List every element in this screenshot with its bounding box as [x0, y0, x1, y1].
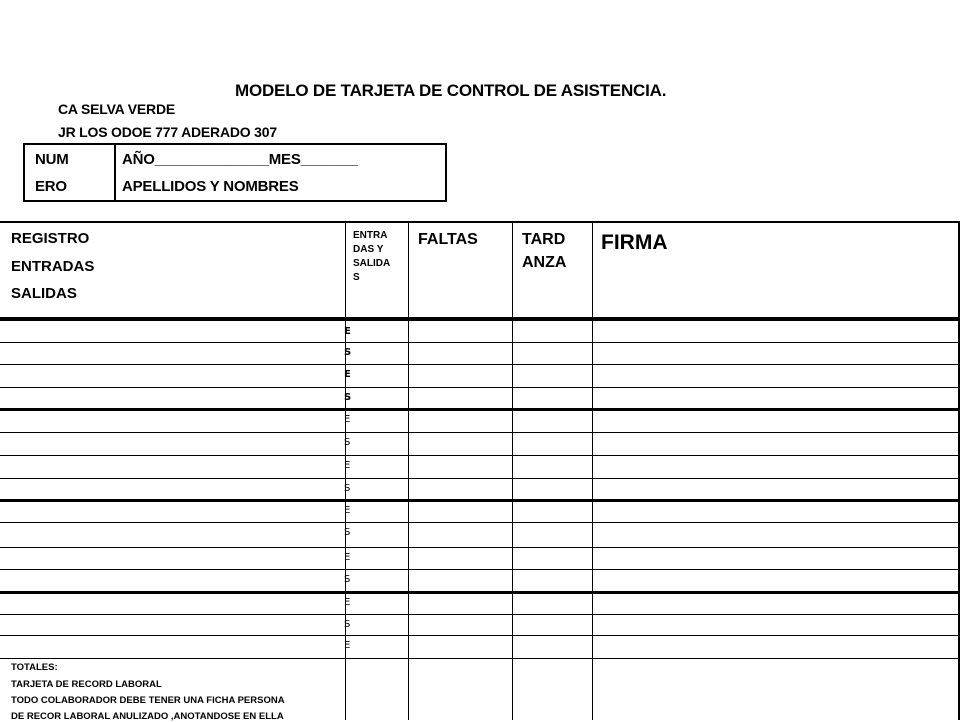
header-bottom-border [0, 317, 960, 321]
number-label-line1: NUM [35, 151, 69, 168]
table-row-es-marker: E [344, 414, 351, 425]
table-row-es-marker: S [344, 619, 351, 630]
row-separator [0, 342, 960, 343]
table-row-es-marker: E [344, 505, 351, 516]
table-row-es-marker: E [344, 597, 351, 608]
row-separator [0, 478, 960, 479]
row-separator [0, 547, 960, 548]
tardanza-header-line1: TARD [522, 231, 566, 248]
table-row-es-marker: S [344, 392, 352, 403]
row-separator [0, 432, 960, 433]
table-row-es-marker: S [344, 347, 352, 358]
table-row-es-marker: E [344, 460, 351, 471]
year-month-field: AÑO______________MES_______ [122, 151, 358, 168]
row-separator [0, 591, 960, 594]
row-separator [0, 614, 960, 615]
table-row-es-marker: E [344, 326, 351, 337]
registro-header-line3: SALIDAS [11, 285, 77, 302]
es-header-line3: SALIDA [353, 258, 391, 269]
attendance-table [0, 221, 960, 720]
number-label-line2: ERO [35, 178, 67, 195]
table-row-es-marker: S [344, 574, 351, 585]
es-header-line2: DAS Y [353, 244, 384, 255]
table-row-es-marker: E [344, 640, 351, 651]
totals-line: TODO COLABORADOR DEBE TENER UNA FICHA PERSONA [11, 695, 285, 706]
registro-header-line2: ENTRADAS [11, 258, 95, 275]
col-divider-2 [408, 221, 409, 720]
firma-header: FIRMA [601, 231, 668, 254]
totals-line: TOTALES: [11, 662, 58, 673]
faltas-header: FALTAS [418, 231, 478, 248]
company-name: CA SELVA VERDE [58, 101, 175, 117]
table-row-es-marker: E [344, 369, 351, 380]
row-separator [0, 522, 960, 523]
col-divider-4 [592, 221, 593, 720]
row-separator [0, 387, 960, 388]
totals-line: DE RECOR LABORAL ANULIZADO ,ANOTANDOSE EN ELLA [11, 711, 284, 722]
row-separator [0, 455, 960, 456]
registro-header-line1: REGISTRO [11, 230, 90, 247]
table-row-es-marker: S [344, 483, 351, 494]
row-separator [0, 499, 960, 502]
header-divider [114, 145, 116, 200]
row-separator [0, 408, 960, 411]
col-divider-3 [512, 221, 513, 720]
es-header-line1: ENTRA [353, 230, 388, 241]
row-separator [0, 364, 960, 365]
document-title: MODELO DE TARJETA DE CONTROL DE ASISTENCIA. [235, 81, 667, 100]
names-field: APELLIDOS Y NOMBRES [122, 178, 299, 195]
table-row-es-marker: S [344, 437, 351, 448]
employee-header-box [23, 143, 447, 202]
row-separator [0, 569, 960, 570]
row-separator [0, 658, 960, 659]
totals-line: TARJETA DE RECORD LABORAL [11, 679, 162, 690]
table-row-es-marker: S [344, 527, 351, 538]
company-address: JR LOS ODOE 777 ADERADO 307 [58, 124, 277, 140]
table-row-es-marker: E [344, 552, 351, 563]
table-top-border [0, 221, 960, 223]
es-header-line4: S [353, 272, 360, 283]
row-separator [0, 635, 960, 636]
tardanza-header-line2: ANZA [522, 254, 567, 271]
